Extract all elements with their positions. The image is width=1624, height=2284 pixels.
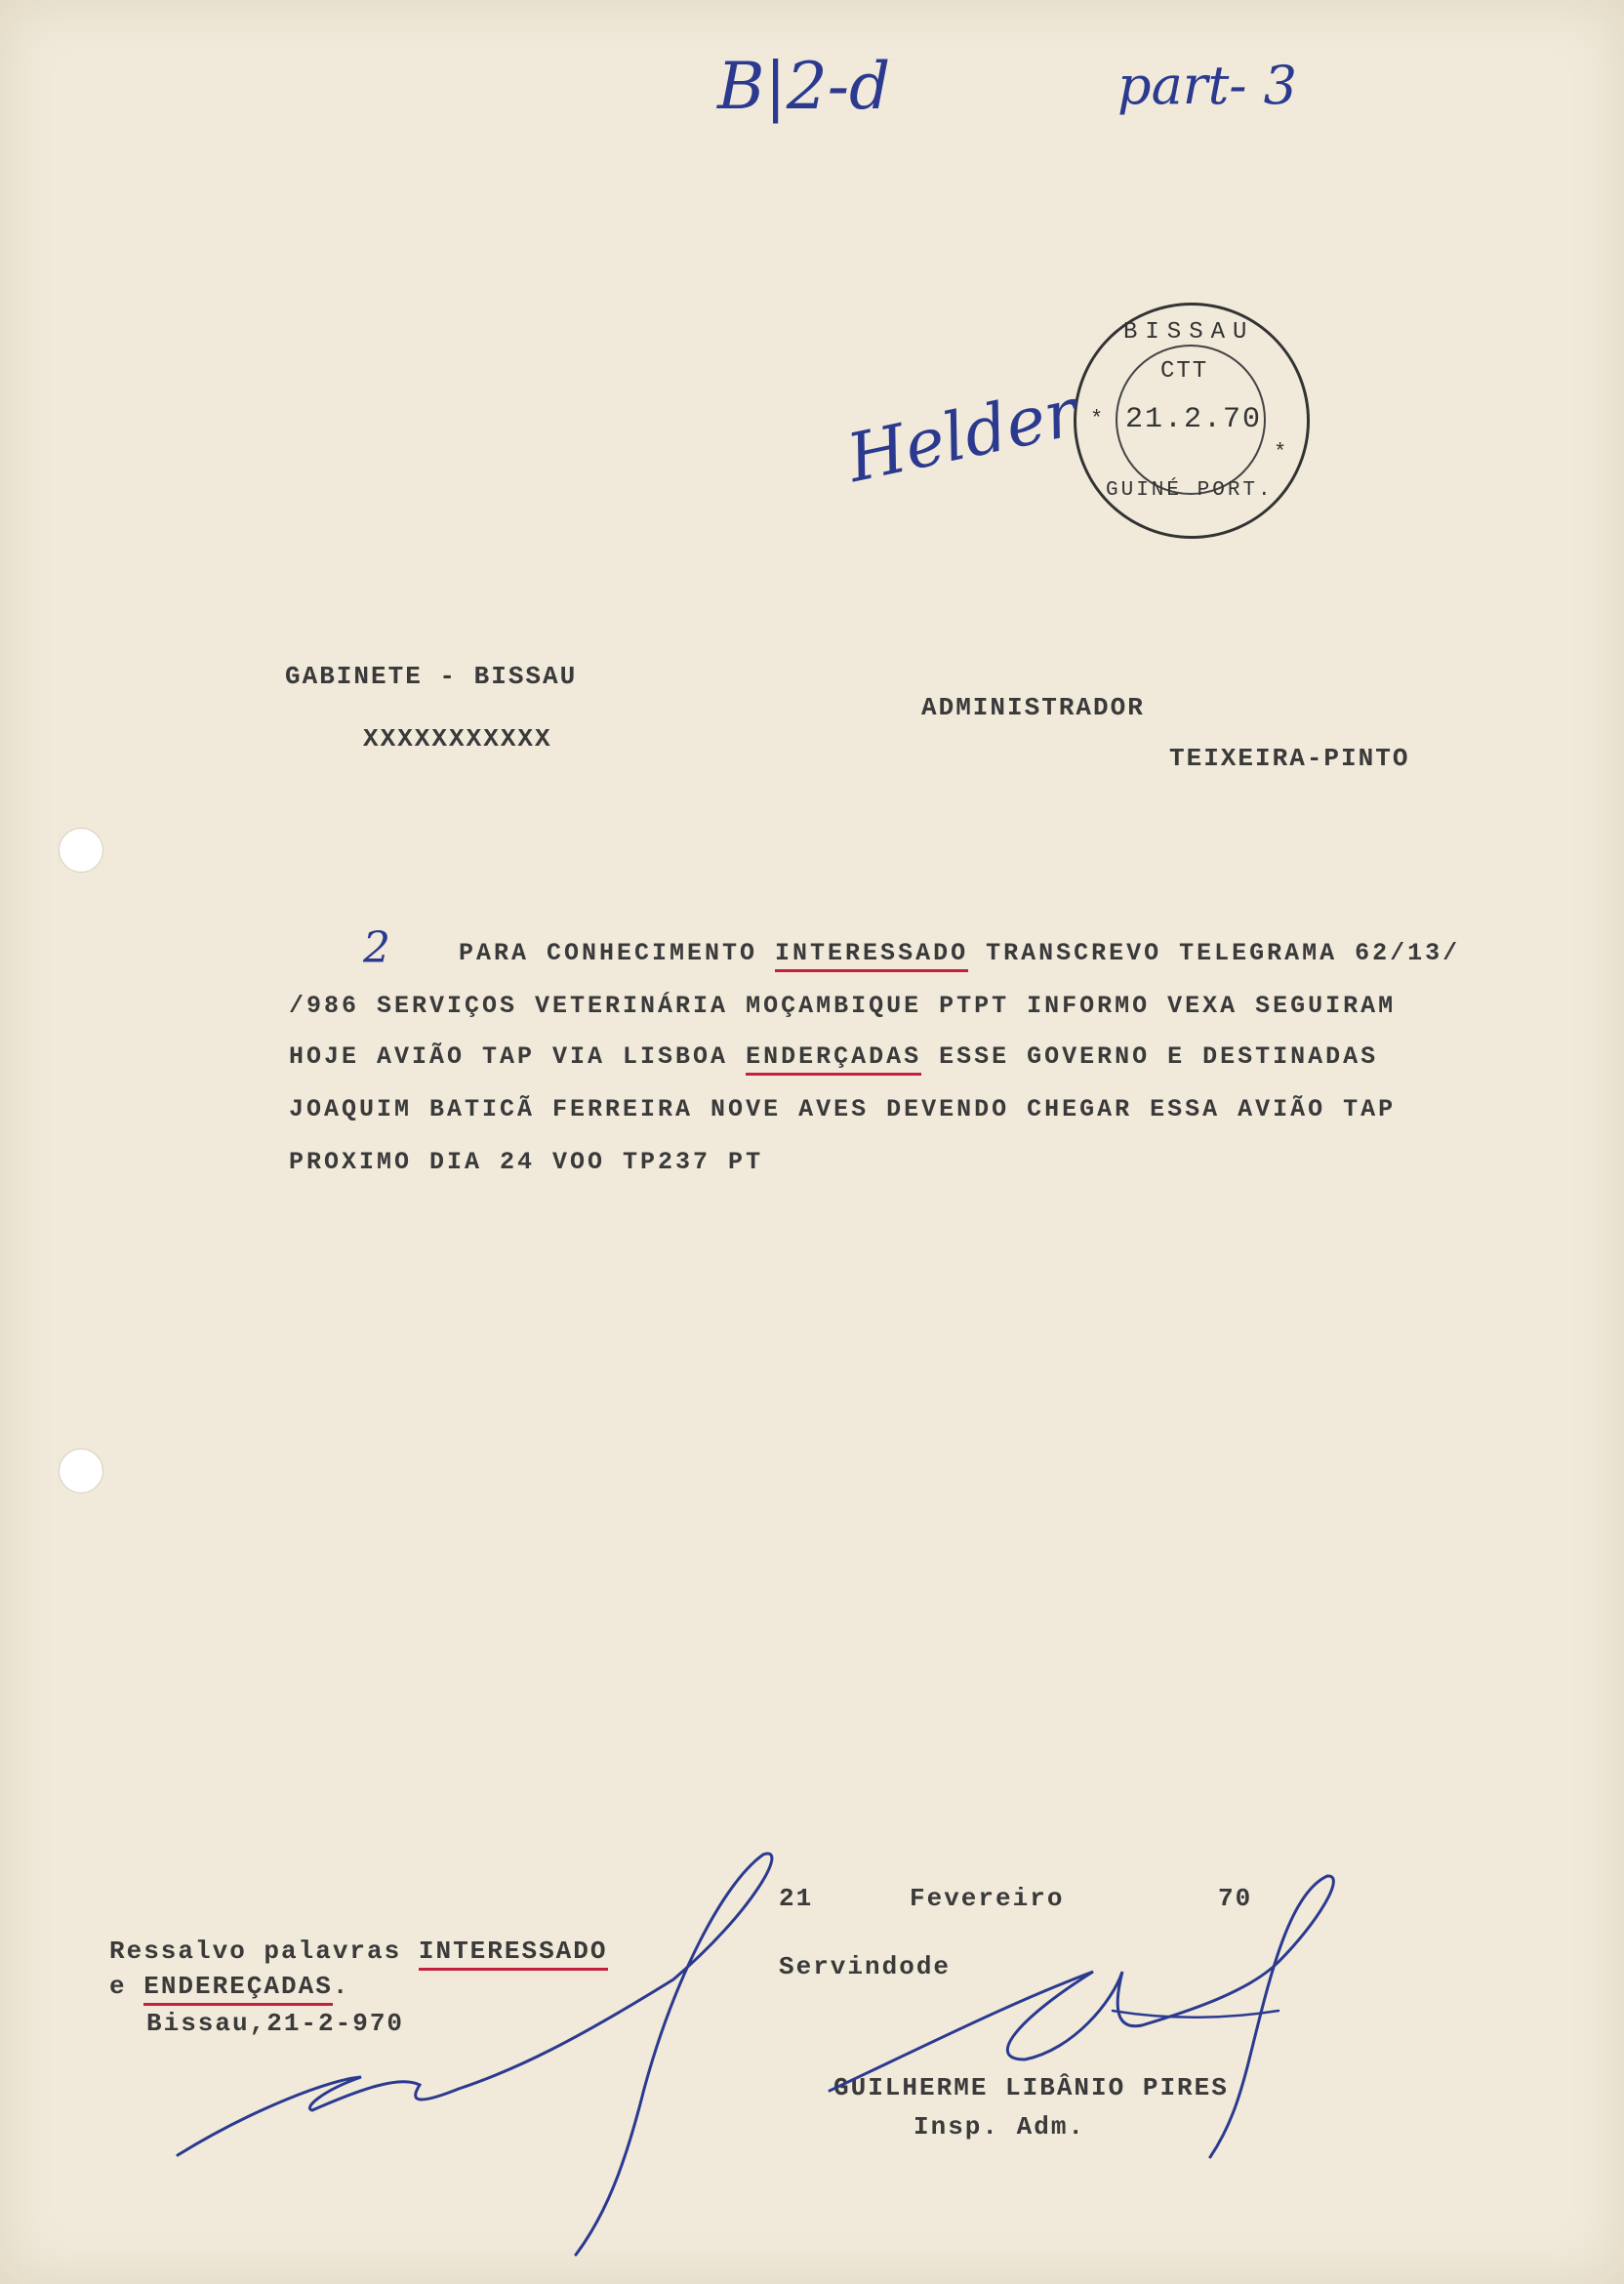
- postmark-date: 21.2.70: [1125, 403, 1263, 436]
- postmark-star-right: *: [1274, 440, 1289, 465]
- initials-signature: Helder: [840, 374, 1084, 499]
- punch-hole-top: [59, 828, 103, 873]
- recipient-line-1: ADMINISTRADOR: [921, 693, 1145, 722]
- body-line-1-end: TRANSCREVO TELEGRAMA 62/13/: [968, 939, 1461, 967]
- footer-left-line-1-start: Ressalvo palavras: [109, 1937, 419, 1966]
- word-interessado: INTERESSADO: [775, 939, 968, 972]
- body-line-1: [459, 939, 1460, 967]
- sender-line-2: XXXXXXXXXXX: [363, 724, 552, 754]
- footer-date-day: 21: [779, 1884, 814, 1913]
- body-line-2: /986 SERVIÇOS VETERINÁRIA MOÇAMBIQUE PTPT INFORMO VEXA SEGUIRAM: [289, 992, 1397, 1020]
- right-signature-scribble: [820, 1864, 1366, 2157]
- footer-word-enderecadas: ENDEREÇADAS: [143, 1972, 333, 2006]
- footer-left-line-2-start: e: [109, 1972, 144, 2001]
- body-line-3: [289, 1042, 1378, 1071]
- signatory-title: Insp. Adm.: [914, 2112, 1086, 2141]
- body-handwritten-mark: 2: [363, 923, 390, 973]
- footer-date-year: 70: [1218, 1884, 1253, 1913]
- recipient-line-2: TEIXEIRA-PINTO: [1169, 744, 1410, 773]
- body-line-5: PROXIMO DIA 24 VOO TP237 PT: [289, 1148, 764, 1176]
- body-line-3-start: HOJE AVIÃO TAP VIA LISBOA: [289, 1042, 747, 1071]
- left-signature-scribble: [166, 1845, 810, 2255]
- word-enderecadas: ENDERÇADAS: [746, 1042, 921, 1076]
- postmark-agency: CTT: [1160, 358, 1209, 385]
- signatory-name: GUILHERME LIBÂNIO PIRES: [833, 2073, 1229, 2102]
- footer-word-interessado: INTERESSADO: [419, 1937, 608, 1971]
- postmark-star-left: *: [1090, 407, 1106, 431]
- postmark-stamp: [1074, 303, 1310, 539]
- footer-date-month: Fevereiro: [910, 1884, 1065, 1913]
- body-line-3-end: ESSE GOVERNO E DESTINADAS: [921, 1042, 1379, 1071]
- footer-service: Servindode: [779, 1952, 952, 1981]
- postmark-city: BISSAU: [1123, 319, 1255, 346]
- sender-line-1: GABINETE - BISSAU: [285, 662, 578, 691]
- part-note-annotation: part- 3: [1117, 55, 1298, 116]
- punch-hole-bottom: [59, 1448, 103, 1493]
- body-line-1-start: PARA CONHECIMENTO: [459, 939, 776, 967]
- footer-left-line-3: Bissau,21-2-970: [146, 2009, 405, 2038]
- footer-left-line-2-end: .: [332, 1972, 350, 2001]
- ref-code-annotation: B|2-d: [717, 49, 891, 124]
- postmark-region: GUINÉ PORT.: [1106, 479, 1274, 502]
- body-line-4: JOAQUIM BATICÃ FERREIRA NOVE AVES DEVENDO CHEGAR ESSA AVIÃO TAP: [289, 1095, 1397, 1123]
